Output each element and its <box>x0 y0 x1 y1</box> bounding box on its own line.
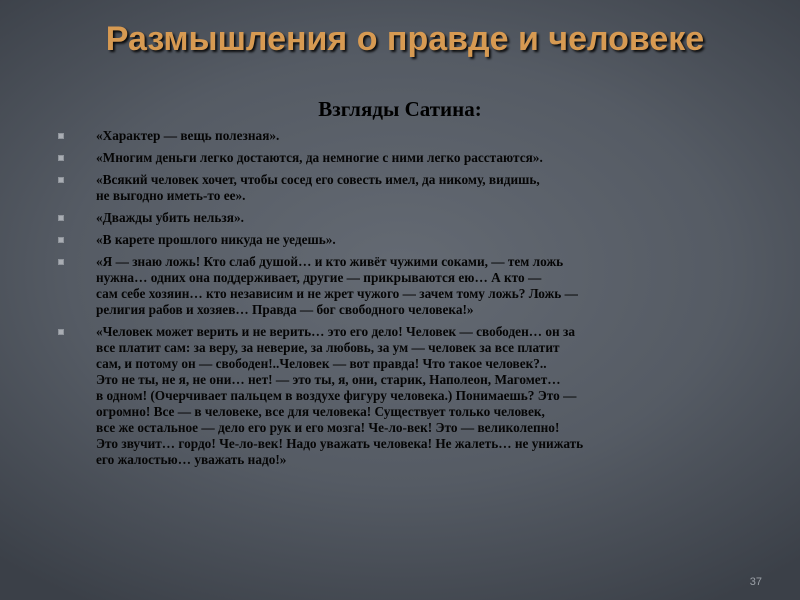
quote-item <box>52 324 762 468</box>
quote-line: Это звучит… гордо! Че-ло-век! Надо уважать человека! Не жалеть… не унижать <box>96 436 584 451</box>
square-bullet-icon <box>58 177 64 183</box>
page-number: 37 <box>749 576 762 588</box>
square-bullet-icon <box>58 237 64 243</box>
square-bullet-icon <box>58 155 64 161</box>
quote-item <box>52 210 762 226</box>
quote-line: «В карете прошлого никуда не уедешь». <box>96 232 336 247</box>
square-bullet-icon <box>58 215 64 221</box>
quote-line: его жалостью… уважать надо!» <box>96 452 287 467</box>
quote-line: «Всякий человек хочет, чтобы сосед его совесть имел, да никому, видишь, <box>96 172 540 187</box>
quote-line: все платит сам: за веру, за неверие, за любовь, за ум — человек за все платит <box>96 340 560 355</box>
quote-line: огромно! Все — в человеке, все для человека! Существует только человек, <box>96 404 545 419</box>
quote-item <box>52 254 762 318</box>
quote-line: сам себе хозяин… кто независим и не жрет чужого — зачем тому ложь? Ложь — <box>96 286 578 301</box>
quote-line: «Дважды убить нельзя». <box>96 210 244 225</box>
quote-line: «Многим деньги легко достаются, да немногие с ними легко расстаются». <box>96 150 543 165</box>
quote-line: Это не ты, не я, не они… нет! — это ты, я, они, старик, Наполеон, Магомет… <box>96 372 561 387</box>
quote-line: «Я — знаю ложь! Кто слаб душой… и кто живёт чужими соками, — тем ложь <box>96 254 564 269</box>
quote-line: нужна… одних она поддерживает, другие — прикрываются ею… А кто — <box>96 270 542 285</box>
quote-list <box>52 128 762 474</box>
quote-item <box>52 172 762 204</box>
quote-line: все же остальное — дело его рук и его мозга! Че-ло-век! Это — великолепно! <box>96 420 560 435</box>
quote-line: сам, и потому он — свободен!..Человек — вот правда! Что такое человек?.. <box>96 356 547 371</box>
quote-item <box>52 128 762 144</box>
quote-line: религия рабов и хозяев… Правда — бог свободного человека!» <box>96 302 474 317</box>
square-bullet-icon <box>58 259 64 265</box>
quote-line: не выгодно иметь-то ее». <box>96 188 246 203</box>
quote-line: «Человек может верить и не верить… это его дело! Человек — свободен… он за <box>96 324 575 339</box>
slide-title: Размышления о правде и человеке <box>105 20 705 58</box>
square-bullet-icon <box>58 329 64 335</box>
square-bullet-icon <box>58 133 64 139</box>
quote-item <box>52 150 762 166</box>
quote-item <box>52 232 762 248</box>
slide-subtitle: Взгляды Сатина: <box>318 97 482 121</box>
quote-line: в одном! (Очерчивает пальцем в воздухе фигуру человека.) Понимаешь? Это — <box>96 388 577 403</box>
quote-line: «Характер — вещь полезная». <box>96 128 280 143</box>
